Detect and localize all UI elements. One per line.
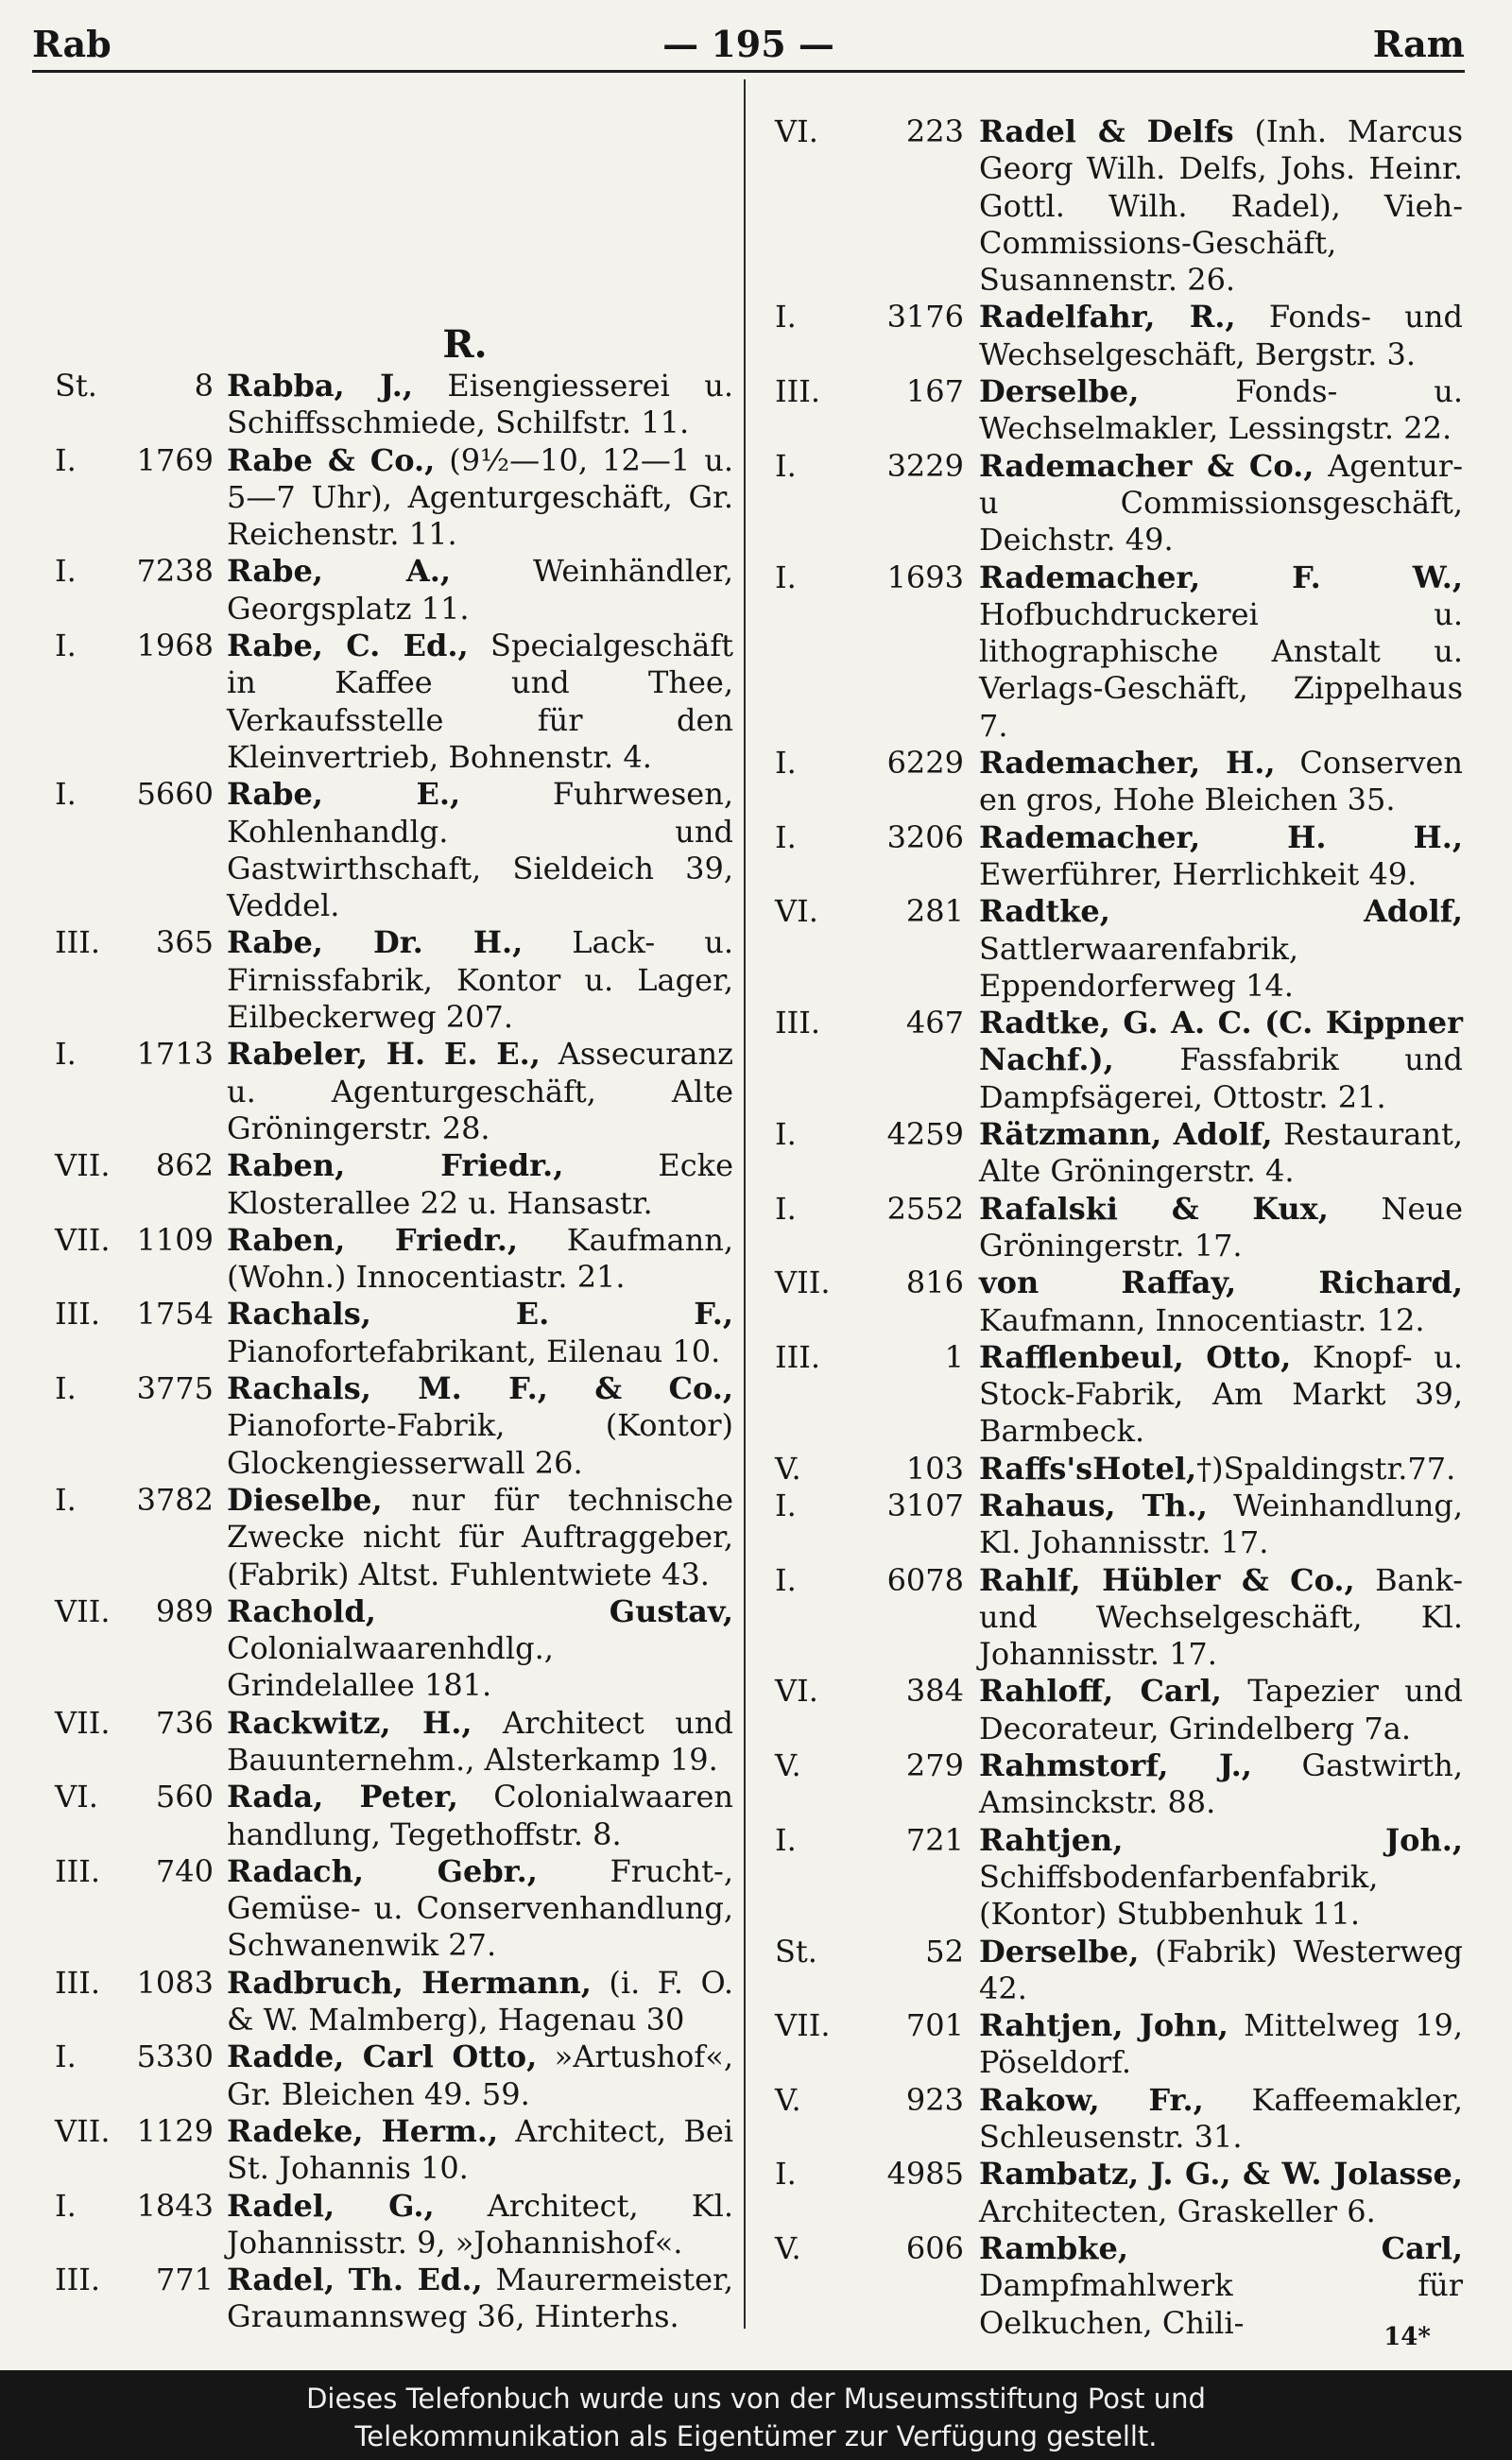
subscriber-name: Rahloff, Carl, xyxy=(979,1673,1222,1710)
directory-entry xyxy=(775,1339,1463,1451)
subscriber-details: Fassfabrik und Dampfsägerei, Ottostr. 21. xyxy=(979,1041,1463,1115)
phone-number: 5660 xyxy=(136,776,214,813)
exchange-zone: III. xyxy=(55,1296,101,1333)
subscriber-details: Pianofortefabrikant, Eilenau 10. xyxy=(227,1333,721,1369)
entry-text xyxy=(979,1934,1463,2008)
entry-text xyxy=(979,559,1463,745)
exchange-zone: III. xyxy=(55,2262,101,2298)
exchange-zone: III. xyxy=(775,373,821,410)
subscriber-details: Architecten, Graskeller 6. xyxy=(979,2193,1376,2229)
subscriber-details: Architect, Kl. Johannisstr. 9, »Johannishof«. xyxy=(227,2187,733,2261)
entry-text xyxy=(227,2188,733,2262)
subscriber-name: Rademacher & Co., xyxy=(979,447,1314,484)
directory-entry xyxy=(775,1005,1463,1116)
entry-text xyxy=(227,1779,733,1853)
subscriber-name: Rademacher, H., xyxy=(979,745,1276,782)
column-divider xyxy=(744,79,746,2329)
directory-entry xyxy=(55,776,733,924)
subscriber-details: Maurermeister, Graumannsweg 36, Hinterhs. xyxy=(227,2262,734,2335)
subscriber-name: Rahaus, Th., xyxy=(979,1487,1208,1523)
entry-text xyxy=(979,1488,1463,1562)
entry-text xyxy=(227,1296,733,1370)
subscriber-name: Rabe & Co., xyxy=(227,441,436,478)
directory-entry xyxy=(55,1147,733,1222)
phone-number: 4259 xyxy=(886,1116,964,1153)
header-rule xyxy=(32,70,1465,73)
exchange-zone: V. xyxy=(775,2081,801,2118)
subscriber-details: Architect, Bei St. Johannis 10. xyxy=(227,2112,734,2187)
directory-entry xyxy=(55,1482,733,1593)
subscriber-details: nur für technische Zwecke nicht für Auftraggeber, (Fabrik) Altst. Fuhlentwiete 43. xyxy=(227,1481,733,1592)
entry-text xyxy=(227,1482,733,1593)
directory-entry xyxy=(775,2156,1463,2230)
phone-number: 8 xyxy=(194,368,214,404)
subscriber-details: Neue Gröningerstr. 17. xyxy=(979,1190,1464,1264)
subscriber-details: Hofbuchdruckerei u. lithographische Anstalt u. Verlags-Geschäft, Zippelhaus 7. xyxy=(979,595,1463,744)
exchange-zone: VII. xyxy=(775,2007,831,2044)
exchange-zone: I. xyxy=(55,553,77,590)
phone-number: 1129 xyxy=(136,2112,214,2149)
subscriber-name: Rahlf, Hübler & Co., xyxy=(979,1561,1355,1598)
subscriber-name: Rambatz, J. G., & W. Jolasse, xyxy=(979,2156,1463,2193)
subscriber-name: Radde, Carl Otto, xyxy=(227,2039,538,2075)
entry-text xyxy=(227,2039,733,2113)
exchange-zone: I. xyxy=(55,2039,77,2075)
phone-number: 560 xyxy=(155,1779,214,1815)
entry-text xyxy=(227,628,733,776)
subscriber-name: Rachals, E. F., xyxy=(227,1296,733,1333)
directory-entry xyxy=(775,1822,1463,1934)
directory-entry xyxy=(775,1264,1463,1339)
subscriber-name: Rachals, M. F., & Co., xyxy=(227,1370,733,1407)
subscriber-name: Radeke, Herm., xyxy=(227,2112,499,2149)
subscriber-name: Rada, Peter, xyxy=(227,1779,458,1815)
directory-entry xyxy=(55,628,733,776)
subscriber-name: Rahmstorf, J., xyxy=(979,1747,1252,1784)
subscriber-details: Kaufmann, Innocentiastr. 12. xyxy=(979,1301,1425,1338)
subscriber-name: Rademacher, H. H., xyxy=(979,818,1463,855)
directory-entry xyxy=(775,1488,1463,1562)
subscriber-details: Dampfmahlwerk für Oelkuchen, Chili- xyxy=(979,2267,1463,2341)
subscriber-details: Mittelweg 19, Pöseldorf. xyxy=(979,2007,1464,2081)
footer-notice xyxy=(0,2370,1512,2460)
exchange-zone: I. xyxy=(775,559,797,595)
page-signature: 14* xyxy=(1383,2323,1431,2351)
exchange-zone: I. xyxy=(775,1821,797,1858)
directory-entry xyxy=(55,368,733,442)
subscriber-name: Dieselbe, xyxy=(227,1481,383,1518)
entry-text xyxy=(227,368,733,442)
subscriber-details: Kaffeemakler, Schleusenstr. 31. xyxy=(979,2081,1464,2156)
entry-text xyxy=(979,299,1463,373)
exchange-zone: III. xyxy=(55,1964,101,2001)
subscriber-details: Pianoforte-Fabrik, (Kontor) Glockengiesserwall 26. xyxy=(227,1407,733,1481)
subscriber-details: Lack- u. Firnissfabrik, Kontor u. Lager, Eilbeckerweg 207. xyxy=(227,924,733,1036)
phone-number: 1 xyxy=(944,1338,964,1375)
phone-number: 3176 xyxy=(886,299,964,335)
subscriber-details: Eisengiesserei u. Schiffsschmiede, Schilfstr. 11. xyxy=(227,368,734,441)
entry-text xyxy=(979,893,1463,1005)
left-entry-list xyxy=(55,368,733,2336)
exchange-zone: St. xyxy=(775,1933,817,1970)
subscriber-details: Fuhrwesen, Kohlenhandlg. und Gastwirthschaft, Sieldeich 39, Veddel. xyxy=(227,776,734,924)
exchange-zone: VI. xyxy=(775,893,818,930)
phone-number: 3229 xyxy=(886,447,964,484)
subscriber-details: Specialgeschäft in Kaffee und Thee, Verkaufsstelle für den Kleinvertrieb, Bohnenstr. 4. xyxy=(227,628,734,775)
subscriber-details: Weinhändler, Georgsplatz 11. xyxy=(227,553,734,627)
entry-text xyxy=(227,553,733,628)
subscriber-details: Colonialwaaren handlung, Tegethoffstr. 8. xyxy=(227,1779,734,1852)
subscriber-name: Rabe, Dr. H., xyxy=(227,924,524,961)
subscriber-name: Rahtjen, John, xyxy=(979,2007,1228,2044)
exchange-zone: I. xyxy=(775,745,797,782)
footer-line-1: Dieses Telefonbuch wurde uns von der Museumsstiftung Post und xyxy=(306,2383,1206,2415)
phone-number: 223 xyxy=(905,113,964,149)
exchange-zone: V. xyxy=(775,2229,801,2266)
phone-number: 816 xyxy=(905,1264,964,1301)
phone-number: 384 xyxy=(905,1673,964,1710)
directory-entry xyxy=(775,1747,1463,1822)
directory-entry xyxy=(775,1673,1463,1747)
subscriber-name: Rambke, Carl, xyxy=(979,2229,1463,2266)
subscriber-name: Radtke, Adolf, xyxy=(979,893,1463,930)
exchange-zone: VII. xyxy=(775,1264,831,1301)
entry-text xyxy=(979,1191,1463,1265)
entry-text xyxy=(979,448,1463,559)
subscriber-details: (i. F. O. & W. Malmberg), Hagenau 30 xyxy=(227,1964,734,2039)
entry-text xyxy=(227,1147,733,1222)
phone-number: 3206 xyxy=(886,818,964,855)
exchange-zone: I. xyxy=(775,1190,797,1227)
subscriber-details: Bank- und Wechselgeschäft, Kl. Johannisstr. 17. xyxy=(979,1561,1464,1673)
subscriber-name: Rabe, A., xyxy=(227,553,452,590)
exchange-zone: I. xyxy=(55,1370,77,1407)
subscriber-name: Radel, Th. Ed., xyxy=(227,2262,483,2298)
entry-text xyxy=(227,2113,733,2188)
phone-number: 281 xyxy=(905,893,964,930)
directory-entry xyxy=(55,1036,733,1147)
subscriber-name: Radtke, G. A. C. (C. Kippner Nachf.), xyxy=(979,1005,1463,1078)
subscriber-name: Rabeler, H. E. E., xyxy=(227,1036,541,1073)
entry-text xyxy=(227,1593,733,1705)
subscriber-name: Raben, Friedr., xyxy=(227,1147,564,1184)
exchange-zone: VII. xyxy=(55,1592,111,1629)
directory-entry xyxy=(55,553,733,628)
entry-text xyxy=(979,1747,1463,1822)
subscriber-name: Radelfahr, R., xyxy=(979,299,1236,335)
subscriber-name: Rafflenbeul, Otto, xyxy=(979,1338,1292,1375)
entry-text xyxy=(979,819,1463,894)
subscriber-details: Frucht-, Gemüse- u. Conservenhandlung, Schwanenwik 27. xyxy=(227,1852,733,1964)
phone-number: 3775 xyxy=(136,1370,214,1407)
phone-number: 1083 xyxy=(136,1964,214,2001)
entry-text xyxy=(979,1673,1463,1747)
exchange-zone: I. xyxy=(775,2156,797,2193)
phone-number: 989 xyxy=(155,1592,214,1629)
phone-number: 1693 xyxy=(886,559,964,595)
directory-entry xyxy=(55,1296,733,1370)
entry-text xyxy=(979,1264,1463,1339)
phone-number: 1968 xyxy=(136,628,214,664)
exchange-zone: V. xyxy=(775,1450,801,1487)
directory-entry xyxy=(55,2188,733,2262)
subscriber-details: Ewerführer, Herrlichkeit 49. xyxy=(979,855,1418,892)
phone-number: 3782 xyxy=(136,1481,214,1518)
phone-number: 606 xyxy=(905,2229,964,2266)
phone-number: 279 xyxy=(905,1747,964,1784)
exchange-zone: I. xyxy=(775,447,797,484)
phone-number: 923 xyxy=(905,2081,964,2118)
exchange-zone: I. xyxy=(775,1561,797,1598)
phone-number: 6229 xyxy=(886,745,964,782)
header-right-keyword: Ram xyxy=(1372,23,1465,65)
entry-text xyxy=(979,2156,1463,2230)
directory-entry xyxy=(775,745,1463,819)
left-column xyxy=(55,110,733,2336)
subscriber-details: Agentur- u Commissionsgeschäft, Deichstr. 49. xyxy=(979,447,1464,559)
exchange-zone: V. xyxy=(775,1747,801,1784)
entry-text xyxy=(979,2082,1463,2157)
entry-text xyxy=(979,1451,1463,1488)
subscriber-details: Colonialwaarenhdlg., Grindelallee 181. xyxy=(227,1630,554,1704)
exchange-zone: III. xyxy=(55,1852,101,1889)
phone-number: 6078 xyxy=(886,1561,964,1598)
phone-number: 701 xyxy=(905,2007,964,2044)
right-column xyxy=(775,113,1463,2342)
directory-entry xyxy=(55,2113,733,2188)
page-header xyxy=(32,21,1465,70)
exchange-zone: I. xyxy=(55,1481,77,1518)
subscriber-name: Rahtjen, Joh., xyxy=(979,1821,1463,1858)
subscriber-details: (Fabrik) Westerweg 42. xyxy=(979,1933,1463,2006)
phone-number: 862 xyxy=(155,1147,214,1184)
phone-number: 4985 xyxy=(886,2156,964,2193)
entry-text xyxy=(227,1370,733,1482)
directory-entry xyxy=(55,2262,733,2336)
directory-entry xyxy=(55,442,733,554)
directory-entry xyxy=(775,1934,1463,2008)
entry-text xyxy=(227,776,733,924)
exchange-zone: I. xyxy=(55,776,77,813)
right-entry-list xyxy=(775,113,1463,2342)
subscriber-name: Raffs'sHotel, xyxy=(979,1450,1197,1487)
exchange-zone: VII. xyxy=(55,1704,111,1741)
phone-number: 5330 xyxy=(136,2039,214,2075)
subscriber-name: Radbruch, Hermann, xyxy=(227,1964,592,2001)
exchange-zone: VII. xyxy=(55,2112,111,2149)
exchange-zone: I. xyxy=(775,818,797,855)
directory-entry xyxy=(775,2082,1463,2157)
subscriber-name: Derselbe, xyxy=(979,1933,1140,1970)
subscriber-name: Rabe, C. Ed., xyxy=(227,628,469,664)
phone-number: 103 xyxy=(905,1450,964,1487)
subscriber-details: Sattlerwaarenfabrik, Eppendorferweg 14. xyxy=(979,930,1299,1004)
footer-line-2: Telekommunikation als Eigentümer zur Verfügung gestellt. xyxy=(354,2420,1158,2452)
exchange-zone: III. xyxy=(775,1005,821,1041)
entry-text xyxy=(979,1005,1463,1116)
phone-number: 1109 xyxy=(136,1221,214,1258)
entry-text xyxy=(979,2007,1463,2082)
subscriber-details: (Inh. Marcus Georg Wilh. Delfs, Johs. Heinr. Gottl. Wilh. Radel), Vieh-Commissions-Geschäft, Susannenstr. 26. xyxy=(979,113,1463,299)
subscriber-name: Rackwitz, H., xyxy=(227,1704,472,1741)
entry-text xyxy=(979,1562,1463,1674)
subscriber-details: Knopf- u. Stock-Fabrik, Am Markt 39, Barmbeck. xyxy=(979,1338,1463,1450)
directory-entry xyxy=(55,1222,733,1297)
exchange-zone: VI. xyxy=(775,113,818,149)
subscriber-details: Gastwirth, Amsinckstr. 88. xyxy=(979,1747,1463,1821)
directory-entry xyxy=(775,2007,1463,2082)
exchange-zone: VI. xyxy=(775,1673,818,1710)
exchange-zone: I. xyxy=(775,1487,797,1523)
entry-text xyxy=(979,1339,1463,1451)
subscriber-name: Radel & Delfs xyxy=(979,113,1234,149)
phone-number: 167 xyxy=(905,373,964,410)
subscriber-name: von Raffay, Richard, xyxy=(979,1264,1463,1301)
phone-number: 1713 xyxy=(136,1036,214,1073)
subscriber-name: Rätzmann, Adolf, xyxy=(979,1116,1273,1153)
exchange-zone: VI. xyxy=(55,1779,98,1815)
directory-entry xyxy=(775,299,1463,373)
subscriber-details: »Artushof«, Gr. Bleichen 49. 59. xyxy=(227,2039,733,2112)
exchange-zone: I. xyxy=(55,2187,77,2224)
exchange-zone: I. xyxy=(55,1036,77,1073)
entry-text xyxy=(979,1822,1463,1934)
entry-text xyxy=(227,2262,733,2336)
phone-number: 1754 xyxy=(136,1296,214,1333)
phone-number: 740 xyxy=(155,1852,214,1889)
directory-entry xyxy=(55,2039,733,2113)
phone-number: 771 xyxy=(155,2262,214,2298)
entry-text xyxy=(227,1222,733,1297)
directory-entry xyxy=(775,373,1463,448)
subscriber-details: Fonds- und Wechselgeschäft, Bergstr. 3. xyxy=(979,299,1464,372)
directory-entry xyxy=(55,1370,733,1482)
entry-text xyxy=(227,924,733,1036)
entry-text xyxy=(979,745,1463,819)
page-number: — 195 — xyxy=(662,23,834,65)
subscriber-name: Rachold, Gustav, xyxy=(227,1592,733,1629)
entry-text xyxy=(979,113,1463,299)
subscriber-details: Conserven en gros, Hohe Bleichen 35. xyxy=(979,745,1464,818)
subscriber-details: Fonds- u. Wechselmakler, Lessingstr. 22. xyxy=(979,373,1463,447)
phone-number: 1769 xyxy=(136,441,214,478)
directory-entry xyxy=(775,819,1463,894)
phone-number: 7238 xyxy=(136,553,214,590)
directory-entry xyxy=(55,1965,733,2039)
directory-entry xyxy=(55,1853,733,1965)
subscriber-name: Derselbe, xyxy=(979,373,1140,410)
entry-text xyxy=(227,1705,733,1780)
directory-entry xyxy=(775,893,1463,1005)
exchange-zone: I. xyxy=(55,628,77,664)
exchange-zone: III. xyxy=(55,924,101,961)
phone-number: 52 xyxy=(925,1933,964,1970)
subscriber-details: Restaurant, Alte Gröningerstr. 4. xyxy=(979,1116,1464,1190)
phone-number: 736 xyxy=(155,1704,214,1741)
exchange-zone: III. xyxy=(775,1338,821,1375)
section-letter: R. xyxy=(442,322,488,367)
subscriber-details: Assecuranz u. Agenturgeschäft, Alte Gröningerstr. 28. xyxy=(227,1036,734,1146)
subscriber-name: Rakow, Fr., xyxy=(979,2081,1204,2118)
subscriber-details: Weinhandlung, Kl. Johannisstr. 17. xyxy=(979,1487,1464,1561)
phone-number: 3107 xyxy=(886,1487,964,1523)
phone-number: 721 xyxy=(905,1821,964,1858)
header-left-keyword: Rab xyxy=(32,23,112,65)
subscriber-details: Schiffsbodenfarbenfabrik, (Kontor) Stubbenhuk 11. xyxy=(979,1858,1379,1933)
subscriber-name: Radach, Gebr., xyxy=(227,1852,538,1889)
directory-entry xyxy=(775,1191,1463,1265)
directory-entry xyxy=(775,2230,1463,2342)
subscriber-name: Raben, Friedr., xyxy=(227,1221,519,1258)
exchange-zone: VII. xyxy=(55,1147,111,1184)
directory-entry xyxy=(775,559,1463,745)
directory-entry xyxy=(775,1116,1463,1191)
exchange-zone: I. xyxy=(55,441,77,478)
subscriber-name: Rafalski & Kux, xyxy=(979,1190,1329,1227)
phone-number: 2552 xyxy=(886,1190,964,1227)
directory-entry xyxy=(775,1562,1463,1674)
exchange-zone: I. xyxy=(775,299,797,335)
subscriber-name: Rademacher, F. W., xyxy=(979,559,1463,595)
subscriber-details: Architect und Bauunternehm., Alsterkamp 19. xyxy=(227,1704,733,1778)
entry-text xyxy=(227,1853,733,1965)
subscriber-details: Tapezier und Decorateur, Grindelberg 7a. xyxy=(979,1673,1464,1746)
directory-entry xyxy=(775,113,1463,299)
subscriber-details: †)Spaldingstr.77. xyxy=(1196,1450,1456,1487)
exchange-zone: St. xyxy=(55,368,97,404)
entry-text xyxy=(227,1965,733,2039)
directory-entry xyxy=(55,1779,733,1853)
entry-text xyxy=(979,1116,1463,1191)
subscriber-name: Rabe, E., xyxy=(227,776,461,813)
exchange-zone: VII. xyxy=(55,1221,111,1258)
subscriber-details: (9½—10, 12—1 u. 5—7 Uhr), Agenturgeschäft, Gr. Reichenstr. 11. xyxy=(227,441,733,553)
exchange-zone: I. xyxy=(775,1116,797,1153)
entry-text xyxy=(227,1036,733,1147)
phone-number: 1843 xyxy=(136,2187,214,2224)
subscriber-details: Ecke Klosterallee 22 u. Hansastr. xyxy=(227,1147,734,1221)
subscriber-details: Kaufmann, (Wohn.) Innocentiastr. 21. xyxy=(227,1221,733,1296)
directory-entry xyxy=(775,448,1463,559)
directory-entry xyxy=(775,1451,1463,1488)
phone-number: 365 xyxy=(155,924,214,961)
directory-entry xyxy=(55,1705,733,1780)
directory-entry xyxy=(55,924,733,1036)
phone-number: 467 xyxy=(905,1005,964,1041)
directory-entry xyxy=(55,1593,733,1705)
subscriber-name: Radel, G., xyxy=(227,2187,435,2224)
entry-text xyxy=(227,442,733,554)
subscriber-name: Rabba, J., xyxy=(227,368,413,404)
entry-text xyxy=(979,373,1463,448)
